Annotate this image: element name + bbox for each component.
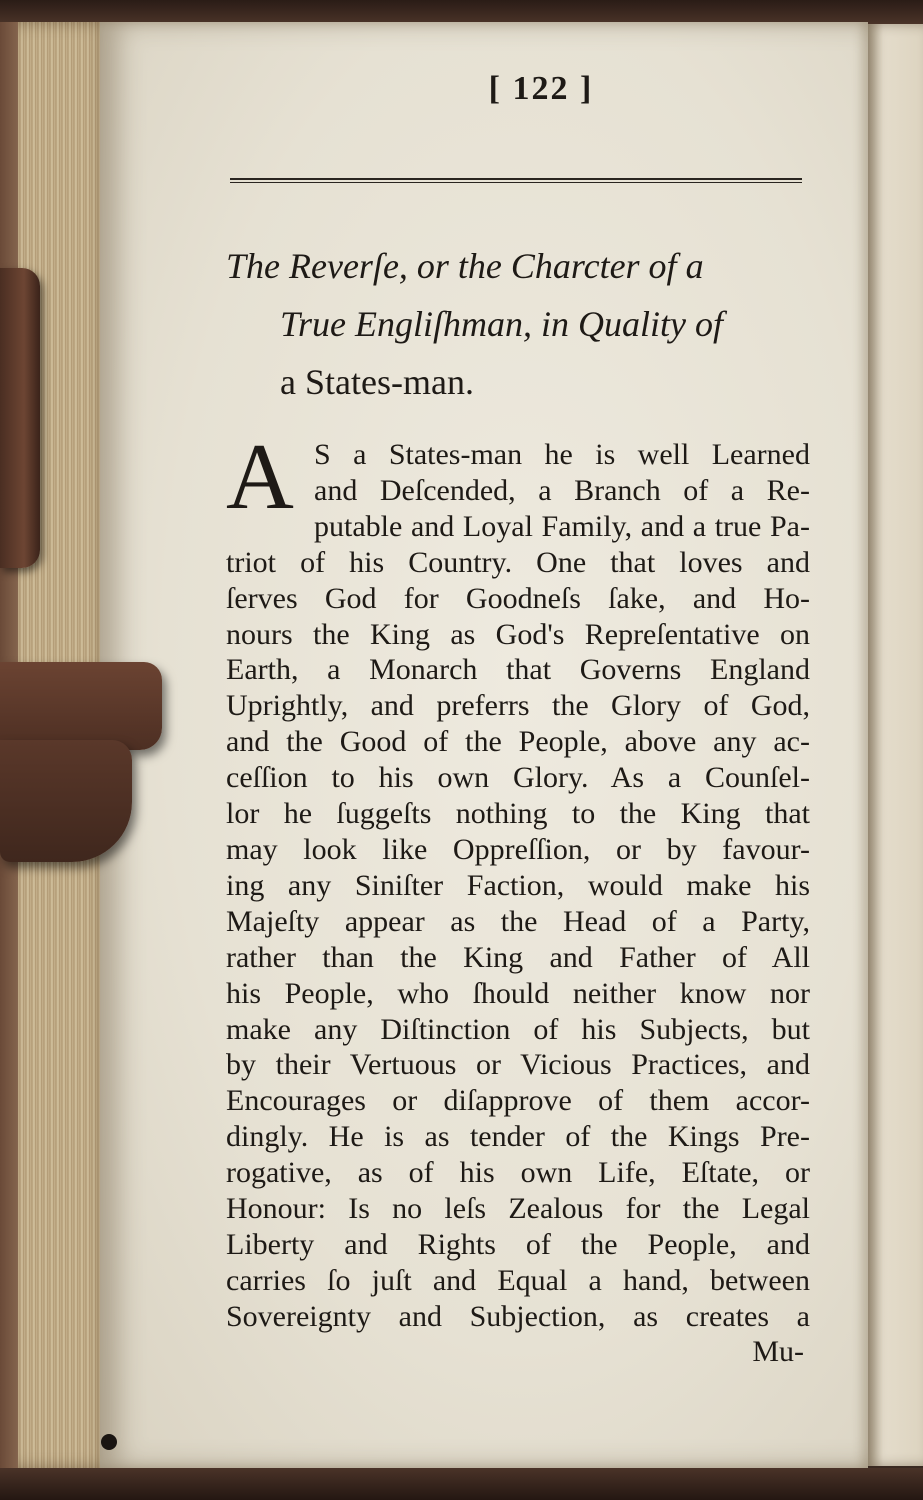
body-line: Liberty and Rights of the People, and [226,1227,810,1261]
body-line: Majeſty appear as the Head of a Party, [226,904,810,938]
body-line: ceſſion to his own Glory. As a Counſel- [226,761,810,795]
body-line: nours the King as God's Repreſentative on [226,617,810,651]
body-line: ing any Siniſter Faction, would make his [226,868,810,902]
book-cover-top [0,0,923,24]
title-line-2: True Engliſhman, in Quality of [280,304,724,344]
title-line-3: a States-man. [280,362,474,402]
clasp-upper [0,268,40,568]
ink-spot [101,1434,117,1450]
catchword: Mu- [752,1334,804,1368]
body-line: make any Diſtinction of his Subjects, but [226,1012,810,1046]
body-line: rather than the King and Father of All [226,940,810,974]
page-text [226,70,816,1369]
body-line: carries ſo juſt and Equal a hand, between [226,1263,810,1297]
body-line: and Deſcended, a Branch of a Re- [314,473,810,507]
facing-page-edge [866,24,923,1466]
clasp-lower [0,740,132,862]
book-cover-bottom [0,1468,923,1500]
body-line: lor he ſuggeſts nothing to the King that [226,797,810,831]
body-line: by their Vertuous or Vicious Practices, and [226,1048,810,1082]
body-line: Uprightly, and preferrs the Glory of God, [226,689,810,723]
body-line: his People, who ſhould neither know nor [226,976,810,1010]
body-line: and the Good of the People, above any ac- [226,725,810,759]
body-line: putable and Loyal Family, and a true Pa- [314,509,810,543]
body-line: Sovereignty and Subjection, as creates a [226,1299,810,1333]
header-rule [230,178,802,183]
title-line-1: The Reverſe, or the Charcter of a [226,246,704,286]
body-line: rogative, as of his own Life, Eſtate, or [226,1156,810,1190]
body-line: ſerves God for Goodneſs ſake, and Ho- [226,581,810,615]
body-line: triot of his Country. One that loves and [226,545,810,579]
chapter-title [226,237,816,411]
drop-cap: A [226,425,294,529]
body-line: may look like Oppreſſion, or by favour- [226,832,810,866]
body-line: Honour: Is no leſs Zealous for the Legal [226,1192,810,1226]
clasp-arm [0,662,162,750]
body-line: S a States-man he is well Learned [314,438,810,471]
body-line: Earth, a Monarch that Governs England [226,653,810,687]
page-number: [ 122 ] [488,70,594,107]
body-line: Encourages or diſapprove of them accor- [226,1084,810,1118]
body-paragraph [226,425,810,1335]
body-line: dingly. He is as tender of the Kings Pre- [226,1120,810,1154]
